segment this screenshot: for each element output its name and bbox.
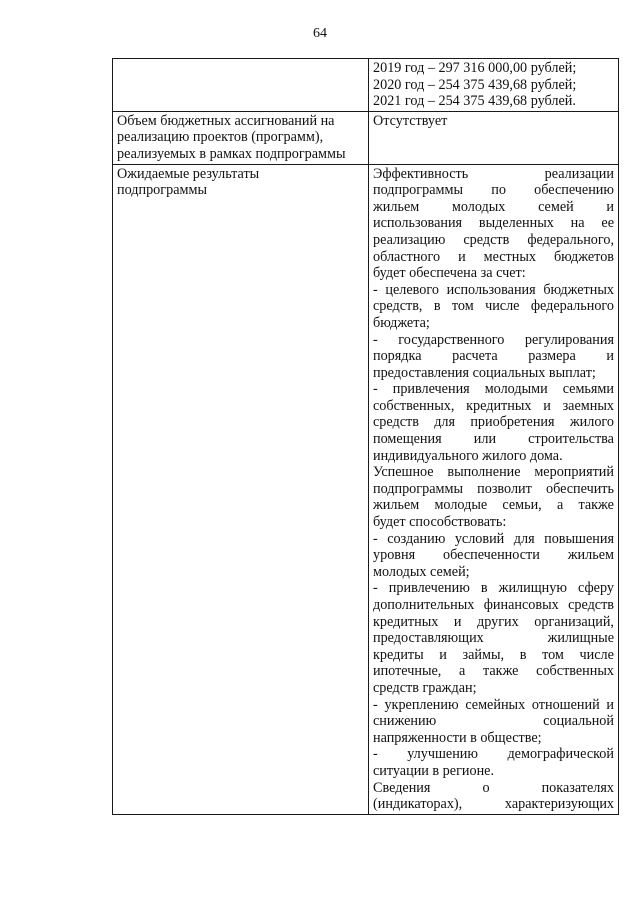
- word: других: [476, 613, 519, 630]
- text-line: [373, 630, 614, 647]
- text-line: [373, 481, 614, 498]
- text-line: [373, 199, 614, 216]
- word: жилищную: [498, 580, 567, 597]
- word: заемных: [562, 397, 614, 414]
- document-table: [112, 58, 619, 815]
- word: ипотечные,: [373, 663, 442, 680]
- word: на: [570, 215, 585, 232]
- word: семейных: [465, 696, 526, 713]
- word: а: [459, 663, 466, 680]
- word: и: [543, 397, 551, 414]
- word: реализации: [544, 165, 614, 182]
- word: дополнительных: [373, 597, 475, 613]
- table-cell-label: [113, 111, 369, 164]
- word: и: [453, 613, 462, 630]
- word: регулирования: [524, 331, 614, 348]
- text-line: [373, 796, 614, 813]
- text-line: [373, 780, 614, 797]
- table-row: [113, 59, 619, 112]
- text-line: [373, 398, 614, 415]
- word: приобретения: [470, 414, 555, 431]
- word: сферу: [578, 580, 614, 597]
- text-line: [373, 232, 614, 249]
- text-line: [373, 282, 614, 299]
- word: кредитных: [373, 613, 439, 630]
- word: том: [542, 646, 564, 663]
- word: для: [513, 530, 535, 547]
- text-line: [373, 166, 614, 183]
- text-line: [373, 348, 614, 365]
- word: повышения: [544, 530, 614, 547]
- word: в: [433, 298, 441, 315]
- word: семьями: [562, 381, 614, 398]
- expected-results-text: [369, 164, 619, 814]
- word: средств,: [373, 298, 423, 315]
- word: использования: [373, 215, 463, 232]
- text-line: [373, 746, 614, 763]
- word: семей: [538, 198, 574, 215]
- label-line: Объем бюджетных ассигнований на: [117, 112, 335, 129]
- label-line: реализуемых в рамках подпрограммы: [117, 145, 346, 162]
- word: -: [373, 331, 378, 348]
- word: реализацию: [373, 231, 446, 248]
- text-line: [373, 663, 614, 680]
- word: для: [434, 414, 456, 431]
- word: порядка: [373, 348, 422, 365]
- word: жильем: [567, 547, 614, 564]
- word: подпрограммы: [373, 182, 463, 199]
- word: привлечению: [388, 580, 470, 597]
- word: Эффективность: [373, 165, 469, 182]
- word: кредитных: [466, 397, 532, 414]
- word: о: [482, 779, 490, 796]
- word: и: [606, 696, 614, 713]
- text-line: [373, 597, 614, 614]
- word: позволит: [477, 480, 532, 497]
- text-line: молодых семей;: [373, 563, 470, 580]
- word: привлечения: [392, 381, 470, 398]
- word: отношений: [531, 696, 600, 713]
- word: использования: [446, 281, 536, 298]
- text-line: [373, 414, 614, 431]
- table-cell-value: [369, 111, 619, 164]
- table-cell-label: [113, 164, 369, 814]
- word: -: [373, 530, 378, 547]
- word: характеризующих: [504, 796, 614, 813]
- word: средств: [373, 414, 419, 431]
- word: и: [606, 198, 614, 215]
- text-line: будет способствовать:: [373, 514, 507, 531]
- word: и: [439, 646, 447, 663]
- table-cell-label: [113, 59, 369, 112]
- word: числе: [579, 646, 614, 663]
- text-line: [373, 182, 614, 199]
- word: обеспечению: [534, 182, 614, 199]
- word: укреплению: [384, 696, 459, 713]
- word: условий: [454, 530, 505, 547]
- word: жилого: [569, 414, 614, 431]
- word: подпрограммы: [373, 480, 463, 497]
- word: помещения: [373, 431, 442, 448]
- table-row: [113, 164, 619, 814]
- text-line: [373, 647, 614, 664]
- word: строительства: [528, 431, 614, 448]
- word: -: [373, 696, 378, 713]
- word: местных: [483, 248, 536, 265]
- word: бюджетов: [553, 248, 614, 265]
- word: мероприятий: [534, 464, 614, 481]
- word: федерального,: [527, 231, 614, 248]
- value-text: Отсутствует: [373, 112, 448, 129]
- text-line: будет обеспечена за счет:: [373, 265, 526, 282]
- word: уровня: [373, 547, 416, 564]
- word: -: [373, 281, 378, 298]
- word: собственных,: [373, 397, 455, 414]
- word: финансовых: [483, 597, 559, 613]
- text-line: индивидуального жилого дома.: [373, 447, 563, 464]
- word: молодые: [434, 497, 488, 514]
- label-line: реализацию проектов (программ),: [117, 129, 324, 146]
- word: ее: [601, 215, 614, 232]
- word: и: [458, 248, 466, 265]
- funding-2020: 2020 год – 254 375 439,68 рублей;: [373, 76, 577, 93]
- text-line: напряженности в обществе;: [373, 729, 542, 746]
- word: молодыми: [484, 381, 548, 398]
- word: выделенных: [478, 215, 554, 232]
- funding-2019: 2019 год – 297 316 000,00 рублей;: [373, 60, 577, 76]
- text-line: предоставления социальных выплат;: [373, 364, 596, 381]
- text-line: [373, 497, 614, 514]
- word: молодых: [451, 198, 506, 215]
- text-line: средств граждан;: [373, 679, 477, 696]
- funding-2021: 2021 год – 254 375 439,68 рублей.: [373, 93, 576, 110]
- word: бюджетных: [543, 281, 614, 298]
- word: целевого: [385, 281, 439, 298]
- word: также: [578, 497, 614, 514]
- word: государственного: [398, 331, 505, 348]
- word: займы,: [462, 646, 505, 663]
- word: организаций,: [534, 613, 614, 630]
- word: социальной: [543, 713, 614, 730]
- word: а: [556, 497, 564, 514]
- word: средств: [568, 597, 614, 613]
- text-line: [373, 580, 614, 597]
- text-line: [373, 614, 614, 631]
- word: федерального: [530, 298, 614, 315]
- word: улучшению: [407, 746, 478, 763]
- word: обеспеченности: [443, 547, 540, 564]
- table-row: [113, 111, 619, 164]
- word: размера: [528, 348, 576, 365]
- word: расчета: [452, 348, 498, 365]
- word: числе: [485, 298, 520, 315]
- text-line: ситуации в регионе.: [373, 762, 495, 779]
- word: кредиты: [373, 646, 424, 663]
- word: том: [451, 298, 474, 315]
- word: также: [483, 663, 519, 680]
- word: -: [373, 746, 378, 763]
- word: в: [519, 646, 527, 663]
- word: -: [373, 381, 378, 398]
- word: в: [480, 580, 488, 597]
- table-cell-value: [369, 59, 619, 112]
- word: по: [491, 182, 506, 199]
- word: жильем: [373, 497, 420, 514]
- word: снижению: [373, 713, 437, 730]
- text-line: [373, 697, 614, 714]
- word: Успешное: [373, 464, 434, 481]
- word: или: [473, 431, 497, 448]
- text-line: [373, 531, 614, 548]
- word: и: [606, 348, 614, 365]
- text-line: [373, 215, 614, 232]
- text-line: [373, 431, 614, 448]
- word: областного: [373, 248, 441, 265]
- word: Сведения: [373, 779, 431, 796]
- word: демографической: [507, 746, 614, 763]
- word: средств: [463, 231, 510, 248]
- word: обеспечить: [545, 480, 614, 497]
- text-line: [373, 547, 614, 564]
- word: созданию: [387, 530, 446, 547]
- word: -: [373, 580, 378, 597]
- word: (индикаторах),: [373, 796, 463, 813]
- word: жильем: [373, 198, 420, 215]
- label-line: подпрограммы: [117, 182, 207, 199]
- page-number: 64: [313, 26, 327, 41]
- word: жилищные: [547, 630, 614, 647]
- text-line: [373, 332, 614, 349]
- label-line: Ожидаемые результаты: [117, 165, 260, 182]
- word: предоставляющих: [373, 630, 484, 647]
- text-line: бюджета;: [373, 314, 430, 331]
- word: выполнение: [447, 464, 521, 481]
- text-line: [373, 464, 614, 481]
- text-line: [373, 713, 614, 730]
- text-line: [373, 298, 614, 315]
- word: семьи,: [502, 497, 542, 514]
- text-line: [373, 381, 614, 398]
- word: показателях: [541, 779, 614, 796]
- text-line: [373, 249, 614, 266]
- word: собственных: [536, 663, 614, 680]
